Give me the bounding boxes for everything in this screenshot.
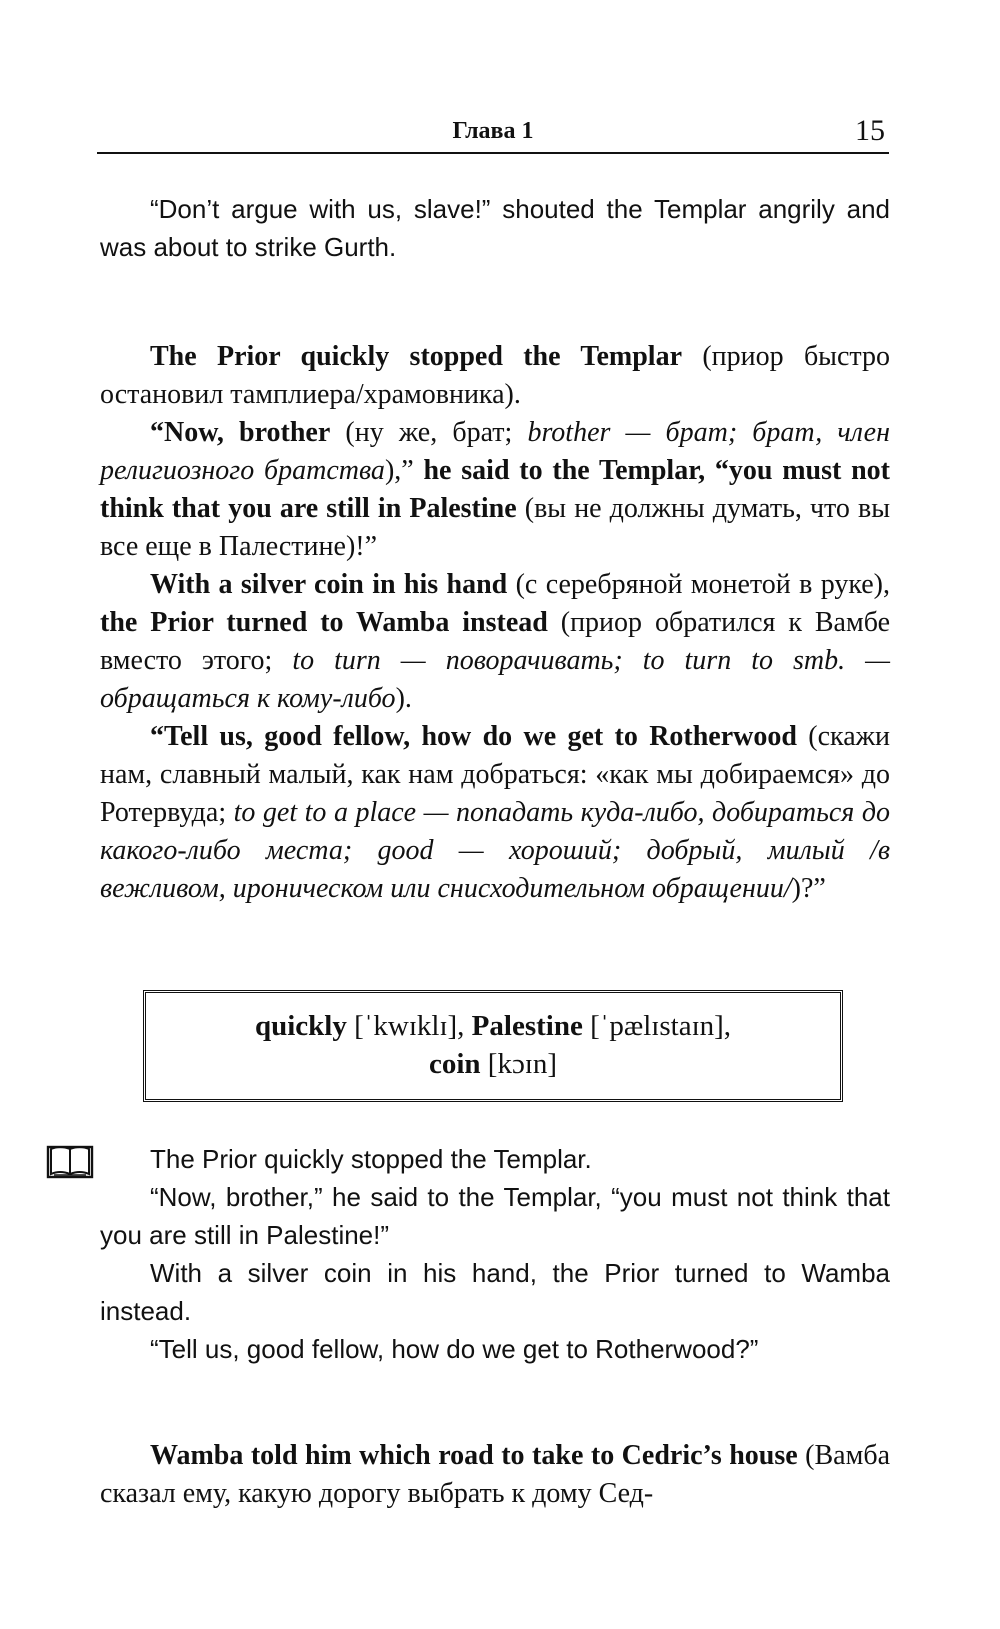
- english-phrase: “Now, brother: [150, 417, 331, 448]
- vocabulary-note: to get to a place — попадать куда-либо, добираться до какого-либо места; good — хороший; добрый, милый /в вежливом, ироническом или снисходительном обращении/: [100, 797, 890, 904]
- reading-line: “Now, brother,” he said to the Templar, “you must not think that you are still in Palestine!”: [100, 1182, 890, 1250]
- pronunciation-box: [143, 990, 843, 1102]
- reading-passage: [100, 1140, 890, 1368]
- annotated-paragraph: [100, 718, 890, 908]
- english-phrase: he said to the Templar, “you must not think that you are still in Palestine: [100, 455, 890, 524]
- russian-gloss: ).: [395, 683, 412, 714]
- transcription: [ˈkwɪklɪ],: [346, 1010, 472, 1042]
- annotated-text-continued: [100, 1437, 890, 1513]
- annotated-paragraph: [100, 338, 890, 414]
- english-phrase: “Tell us, good fellow, how do we get to Rotherwood: [150, 721, 797, 752]
- chapter-title: Глава 1: [452, 118, 534, 144]
- russian-gloss: ),”: [384, 455, 424, 486]
- reading-line: With a silver coin in his hand, the Prior turned to Wamba instead.: [100, 1258, 890, 1326]
- annotated-paragraph: [100, 1437, 890, 1513]
- english-phrase: With a silver coin in his hand: [150, 569, 508, 600]
- russian-gloss: (Вамба сказал ему, какую дорогу выбрать к дому Сед-: [100, 1440, 890, 1509]
- transcription: [kɔɪn]: [480, 1048, 558, 1080]
- english-phrase: Wamba told him which road to take to Cedric’s house: [150, 1440, 798, 1471]
- vocabulary-note: brother — брат; брат, член религиозного братства: [100, 417, 890, 486]
- transcription: [ˈpælɪstaɪn],: [582, 1010, 732, 1042]
- open-book-icon: [46, 1143, 94, 1181]
- running-header: [97, 112, 889, 154]
- annotated-paragraph: [100, 566, 890, 718]
- russian-gloss: )?”: [791, 873, 826, 904]
- reading-line: The Prior quickly stopped the Templar.: [150, 1144, 592, 1174]
- vocabulary-note: to turn — поворачивать; to turn to smb. — обращаться к кому-либо: [100, 645, 890, 714]
- pronunciation-line: [146, 1007, 840, 1045]
- english-phrase: The Prior quickly stopped the Templar: [150, 341, 683, 372]
- russian-gloss: (приор быстро остановил тамплиера/храмовника).: [100, 341, 891, 410]
- paragraph-text: “Don’t argue with us, slave!” shouted the Templar angrily and was about to strike Gurth.: [100, 194, 890, 262]
- russian-gloss: (вы не должны думать, что вы все еще в Палестине)!”: [100, 493, 891, 562]
- page-number: 15: [855, 114, 885, 147]
- pronunciation-word: quickly: [254, 1010, 347, 1042]
- annotated-paragraph: [100, 414, 890, 566]
- russian-gloss: (с серебряной монетой в руке),: [507, 569, 890, 600]
- russian-gloss: (скажи нам, славный малый, как нам добраться: «как мы добираемся» до Ротервуда;: [100, 721, 890, 828]
- pronunciation-word: Palestine: [471, 1010, 583, 1042]
- russian-gloss: (ну же, брат;: [330, 417, 528, 448]
- annotated-text: [100, 338, 890, 908]
- reading-line: “Tell us, good fellow, how do we get to Rotherwood?”: [150, 1334, 759, 1364]
- english-phrase: the Prior turned to Wamba instead: [100, 607, 548, 638]
- english-paragraph-intro: [100, 190, 890, 266]
- pronunciation-line: [146, 1045, 840, 1083]
- pronunciation-word: coin: [428, 1048, 481, 1080]
- russian-gloss: (приор обратился к Вамбе вместо этого;: [100, 607, 890, 676]
